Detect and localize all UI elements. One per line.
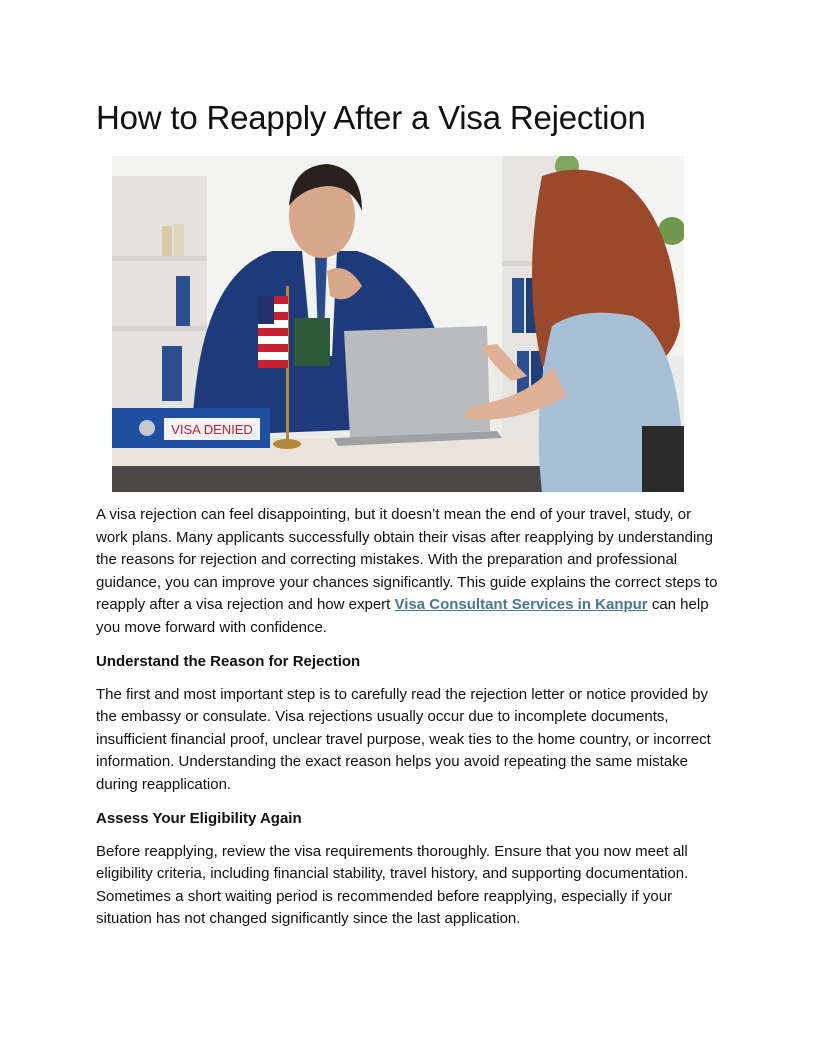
intro-text-end: can help you move forward with confidence.	[96, 596, 709, 636]
section-paragraph: The first and most important step is to carefully read the rejection letter or notice provided by the embassy or consulate. Visa rejections usually occur due to incomplete documents, insufficient financial proof, unclear travel purpose, weak ties to the home country, or incorrect information. Understanding the exact reason helps you avoid repeating the same mistake during reapplication.	[96, 685, 711, 793]
section-heading: Understand the Reason for Rejection	[96, 652, 361, 670]
document-page	[96, 96, 720, 928]
section-heading: Assess Your Eligibility Again	[96, 809, 302, 827]
section-paragraph: Before reapplying, review the visa requirements thoroughly. Ensure that you now meet all eligibility criteria, including financial stability, travel history, and supporting documentation. Sometimes a short waiting period is recommended before reapplying, especially if your situation has not changed significantly since the last application.	[96, 842, 689, 928]
intro-paragraph	[96, 504, 720, 640]
desk-sign-text: VISA DENIED	[171, 422, 253, 437]
visa-consultant-link[interactable]: Visa Consultant Services in Kanpur	[394, 596, 648, 614]
article-body	[96, 504, 720, 942]
visa-interview-photo	[112, 156, 684, 492]
intro-text: A visa rejection can feel disappointing, but it doesn’t mean the end of your travel, study, or work plans. Many applicants successfully obtain their visas after reapplying by understanding the reasons for rejection and correcting mistakes. With the preparation and professional guidance, you can improve your chances significantly. This guide explains the correct steps to reapply after a visa rejection and how expert	[96, 506, 718, 614]
page-title: How to Reapply After a Visa Rejection	[96, 99, 646, 136]
